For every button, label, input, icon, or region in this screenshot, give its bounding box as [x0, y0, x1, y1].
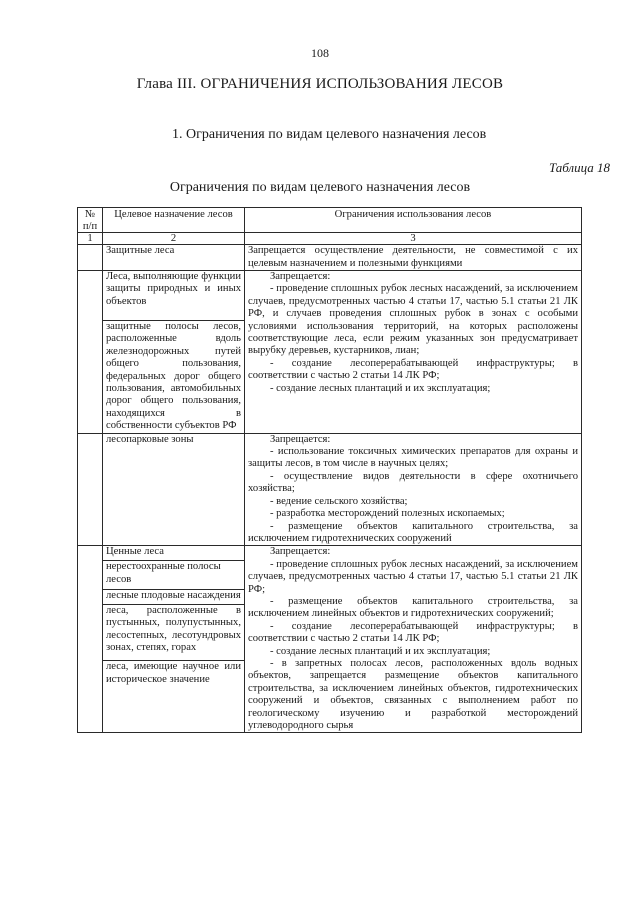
category-cell: лесные плодовые насаждения	[103, 590, 245, 605]
restriction-item: - осуществление видов деятельности в сфере охотничьего хозяйства;	[248, 470, 578, 495]
table-row	[78, 271, 582, 321]
category-cell: Ценные леса	[103, 546, 245, 561]
restriction-item: - создание лесоперерабатывающей инфраструктуры; в соответствии с частью 2 статьи 14 ЛК РФ;	[248, 620, 578, 645]
header-purpose: Целевое назначение лесов	[103, 208, 245, 233]
row-number-cell	[78, 546, 103, 733]
column-number: 1	[78, 233, 103, 245]
restriction-item: - разработка месторождений полезных ископаемых;	[270, 508, 505, 520]
restriction-heading: Запрещается:	[270, 271, 331, 282]
header-number: № п/п	[78, 208, 103, 233]
category-cell: нерестоохранные полосы лесов	[103, 561, 245, 590]
restriction-item: - в запретных полосах лесов, расположенных вдоль водных объектов, запрещается размещение объектов капитального строительства, за исключением линейных объектов, гидротехнических сооружений и объектов, связанных с выполнением работ по геологическому изучению и разработкой месторождений углеводородного сырья	[248, 657, 578, 731]
restriction-item: - создание лесных плантаций и их эксплуатация;	[270, 645, 491, 657]
section-title: 1. Ограничения по видам целевого назначения лесов	[172, 127, 487, 142]
restriction-heading: Запрещается:	[270, 546, 331, 558]
restriction-item: - проведение сплошных рубок лесных насаждений, за исключением случаев, предусмотренных частью 4 статьи 17, частью 5.1 статьи 21 ЛК РФ, и случаев проведения сплошных рубок в зонах с особыми условиями использования территорий, на которых расположены соответствующие леса, если режим указанных зон предусматривает вырубку деревьев, кустарников, лиан;	[248, 283, 578, 357]
table-header-row	[78, 208, 582, 233]
category-cell: Леса, выполняющие функции защиты природных и иных объектов	[103, 271, 245, 321]
category-cell: лесопарковые зоны	[103, 433, 245, 546]
restriction-item: - создание лесных плантаций и их эксплуатация;	[270, 382, 491, 394]
table-caption: Таблица 18	[548, 160, 610, 175]
category-cell: леса, расположенные в пустынных, полупустынных, лесостепных, лесотундровых зонах, степях, горах	[103, 604, 245, 660]
table-row	[78, 546, 582, 561]
restriction-item: - проведение сплошных рубок лесных насаждений, за исключением случаев, предусмотренных частью 4 статьи 17, частью 5.1 статьи 21 ЛК РФ;	[248, 558, 578, 595]
restriction-item: - размещение объектов капитального строительства, за исключением гидротехнических сооружений	[248, 520, 578, 544]
restriction-cell	[245, 433, 582, 546]
restriction-cell	[245, 546, 582, 733]
row-number-cell	[78, 271, 103, 434]
page-number: 108	[311, 46, 329, 60]
category-cell: защитные полосы лесов, расположенные вдоль железнодорожных путей общего пользования, федеральных дорог общего пользования, автомобильных дорог общего пользования, находящихся в собственности субъектов РФ	[103, 321, 245, 434]
category-cell: Защитные леса	[103, 245, 245, 271]
chapter-title: Глава III. ОГРАНИЧЕНИЯ ИСПОЛЬЗОВАНИЯ ЛЕСОВ	[136, 76, 504, 92]
column-number-row	[78, 233, 582, 245]
restriction-item: - создание лесоперерабатывающей инфраструктуры; в соответствии с частью 2 статьи 14 ЛК РФ;	[248, 357, 578, 382]
table-row	[78, 245, 582, 271]
column-number: 3	[245, 233, 582, 245]
restrictions-table	[77, 207, 582, 733]
row-number-cell	[78, 433, 103, 546]
row-number-cell	[78, 245, 103, 271]
column-number: 2	[103, 233, 245, 245]
table-row	[78, 433, 582, 546]
header-restrictions: Ограничения использования лесов	[245, 208, 582, 233]
table-title: Ограничения по видам целевого назначения лесов	[169, 180, 471, 195]
restriction-cell: Запрещается осуществление деятельности, не совместимой с их целевым назначением и полезными функциями	[245, 245, 582, 271]
restriction-heading: Запрещается:	[270, 433, 331, 445]
restriction-item: - использование токсичных химических препаратов для охраны и защиты лесов, в том числе в научных целях;	[248, 446, 578, 470]
restriction-item: - размещение объектов капитального строительства, за исключением линейных объектов и гидротехнических сооружений;	[248, 595, 578, 620]
restriction-cell	[245, 271, 582, 434]
restriction-item: - ведение сельского хозяйства;	[270, 495, 408, 507]
category-cell: леса, имеющие научное или историческое значение	[103, 661, 245, 733]
